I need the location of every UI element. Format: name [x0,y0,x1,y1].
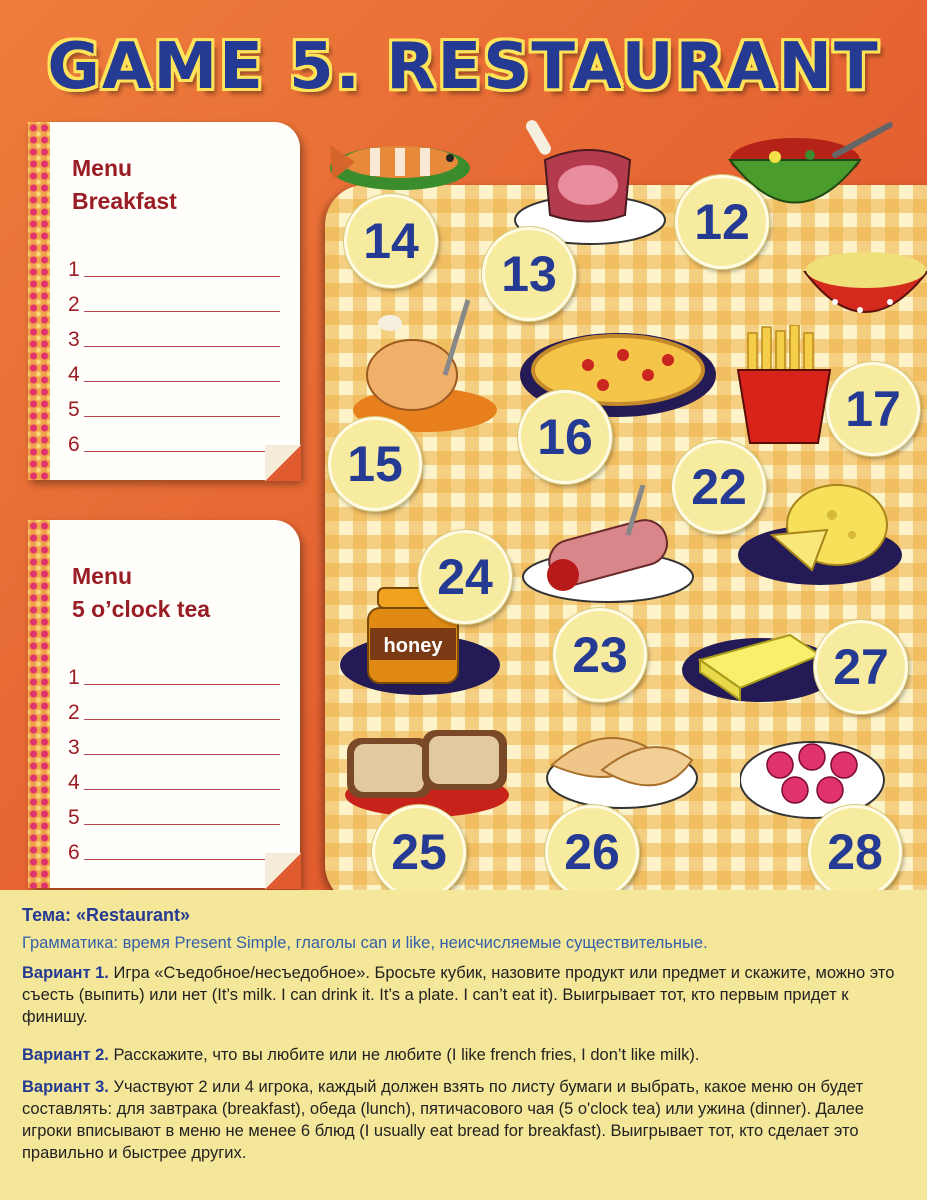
menu-line[interactable]: 3 [68,317,280,352]
page-curl [265,853,301,889]
variant-1: Вариант 1. Игра «Съедобное/несъедобное». Бросьте кубик, назовите продукт или предмет и скажите, можно это съесть (выпить) или нет (It’s milk. I can drink it. It’s a plate. I can’t eat it). Выигрывает тот, кто первым придет к финишу. [22,964,895,1026]
board-cell-15[interactable]: 15 [328,417,422,511]
board-cell-25[interactable]: 25 [372,805,466,890]
page-title: GAME 5. RESTAURANT [47,30,880,104]
page-curl [265,445,301,481]
menu-lines [68,655,280,865]
menu-line[interactable]: 3 [68,725,280,760]
menu-line[interactable]: 5 [68,795,280,830]
board-cell-16[interactable]: 16 [518,390,612,484]
menu-line[interactable]: 4 [68,352,280,387]
decorative-strip [28,122,50,480]
french-fries-icon [730,325,840,445]
decorative-strip [28,520,50,888]
menu-line[interactable]: 6 [68,422,280,457]
board-cell-28[interactable]: 28 [808,805,902,890]
menu-title: Menu 5 o’clock tea [72,563,211,622]
board-cell-26[interactable]: 26 [545,805,639,890]
menu-line[interactable]: 2 [68,690,280,725]
honey-label: honey [383,635,443,657]
board-cell-24[interactable]: 24 [418,530,512,624]
grammar-note: Грамматика: время Present Simple, глаголы can и like, неисчисляемые существительные. [22,934,708,952]
menu-line[interactable]: 1 [68,655,280,690]
board-cell-14[interactable]: 14 [344,194,438,288]
topic-heading: Тема: «Restaurant» [22,905,191,925]
board-cell-22[interactable]: 22 [672,440,766,534]
board-cell-12[interactable]: 12 [675,175,769,269]
board-cell-23[interactable]: 23 [553,608,647,702]
menu-lines [68,247,280,457]
sausage-icon [518,485,698,605]
variant-2: Вариант 2. Расскажите, что вы любите или не любите (I like french fries, I don’t like milk). [22,1046,700,1064]
menu-line[interactable]: 1 [68,247,280,282]
menu-line[interactable]: 6 [68,830,280,865]
croissant-icon [542,710,702,815]
board-cell-13[interactable]: 13 [482,227,576,321]
menu-line[interactable]: 5 [68,387,280,422]
chicken-icon [350,295,500,435]
variant-3: Вариант 3. Участвуют 2 или 4 игрока, каждый должен взять по листу бумаги и выбрать, какое меню он будет составлять: для завтрака (breakfast), обеда (lunch), пятичасового чая (5 o'clock tea) или ужина (dinner). Далее игроки вписывают в меню не менее 6 блюд (I usually eat bread for breakfast). Выигрывает тот, кто сделает это правильно и быстрее других. [22,1078,864,1162]
board-cell-17[interactable]: 17 [826,362,920,456]
board-cell-27[interactable]: 27 [814,620,908,714]
menu-card-breakfast [28,122,300,480]
menu-line[interactable]: 2 [68,282,280,317]
menu-line[interactable]: 4 [68,760,280,795]
porridge-icon [800,232,927,322]
fish-icon [315,120,475,200]
instructions-panel [0,890,927,1200]
menu-title: Menu Breakfast [72,155,177,214]
menu-card-tea [28,520,300,888]
